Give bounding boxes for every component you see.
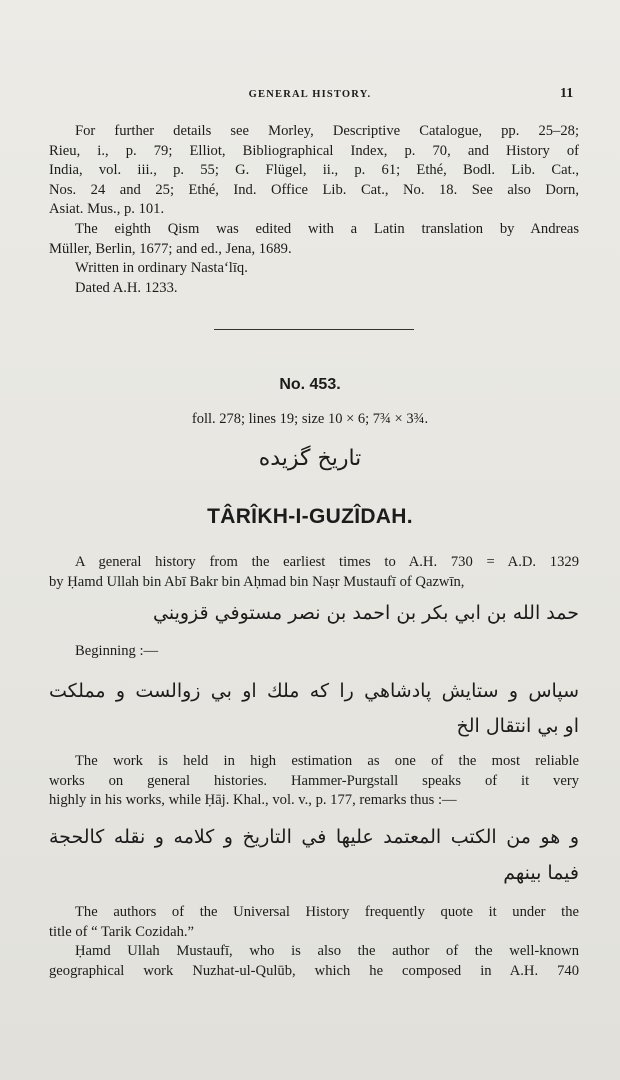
text-line: For further details see Morley, Descriptive Catalogue, pp. 25–28; bbox=[75, 123, 579, 139]
author-note-paragraph bbox=[49, 942, 579, 981]
author-name-arabic: حمد الله بن ابي بكر بن احمد بن نصر مستوفي قزويني bbox=[153, 602, 579, 624]
text-line: Rieu, i., p. 79; Elliot, Bibliographical Index, p. 70, and History of bbox=[49, 142, 579, 159]
entry-number: No. 453. bbox=[279, 376, 341, 393]
running-title: GENERAL HISTORY. bbox=[248, 89, 372, 100]
beginning-label: Beginning :— bbox=[75, 643, 159, 659]
edition-note-paragraph bbox=[49, 220, 579, 298]
text-line: title of “ Tarik Cozidah.” bbox=[49, 923, 195, 940]
text-line: Asiat. Mus., p. 101. bbox=[49, 201, 165, 218]
text-line: A general history from the earliest times to A.H. 730 = A.D. 1329 bbox=[75, 554, 579, 570]
page-number: 11 bbox=[560, 86, 574, 101]
text-line: Ḥamd Ullah Mustaufī, who is also the author of the well-known bbox=[75, 943, 579, 959]
entry-title: TÂRÎKH-I-GUZÎDAH. bbox=[207, 505, 413, 528]
beginning-arabic-line: او بي انتقال الخ bbox=[456, 715, 579, 737]
text-line: Nos. 24 and 25; Ethé, Ind. Office Lib. Cat., No. 18. See also Dorn, bbox=[49, 181, 579, 198]
text-line: by Ḥamd Ullah bin Abī Bakr bin Aḥmad bin Naṣr Mustaufī of Qazwīn, bbox=[49, 573, 465, 590]
text-line: geographical work Nuzhat-ul-Qulūb, which he composed in A.H. 740 bbox=[49, 962, 579, 979]
date-note: Dated A.H. 1233. bbox=[75, 279, 178, 296]
quote-arabic-line: و هو من الكتب المعتمد عليها في التاريخ و كلامه و نقله كالحجة bbox=[49, 826, 579, 848]
description-paragraph bbox=[49, 553, 579, 592]
script-note: Written in ordinary Nasta‘līq. bbox=[75, 260, 248, 277]
text-line: highly in his works, while Ḥāj. Khal., vol. v., p. 177, remarks thus :— bbox=[49, 792, 457, 809]
text-line: The eighth Qism was edited with a Latin translation by Andreas bbox=[75, 221, 579, 237]
text-line: India, vol. iii., p. 55; G. Flügel, ii., p. 61; Ethé, Bodl. Lib. Cat., bbox=[49, 162, 579, 179]
quote-arabic-line: فيما بينهم bbox=[503, 862, 579, 884]
text-line: The authors of the Universal History frequently quote it under the bbox=[75, 904, 579, 920]
estimation-paragraph bbox=[49, 752, 579, 811]
further-details-paragraph bbox=[49, 122, 579, 220]
arabic-title: تاريخ گزيده bbox=[258, 446, 362, 471]
beginning-arabic-line: سپاس و ستايش پادشاهي را كه ملك او بي زوالست و مملكت bbox=[49, 680, 579, 702]
text-line: Müller, Berlin, 1677; and ed., Jena, 1689. bbox=[49, 240, 292, 257]
text-line: The work is held in high estimation as one of the most reliable bbox=[75, 753, 579, 769]
physical-description: foll. 278; lines 19; size 10 × 6; 7¾ × 3¾. bbox=[191, 411, 429, 427]
section-divider bbox=[214, 329, 414, 330]
universal-history-paragraph bbox=[49, 903, 579, 942]
text-line: works on general histories. Hammer-Purgstall speaks of it very bbox=[49, 772, 579, 789]
